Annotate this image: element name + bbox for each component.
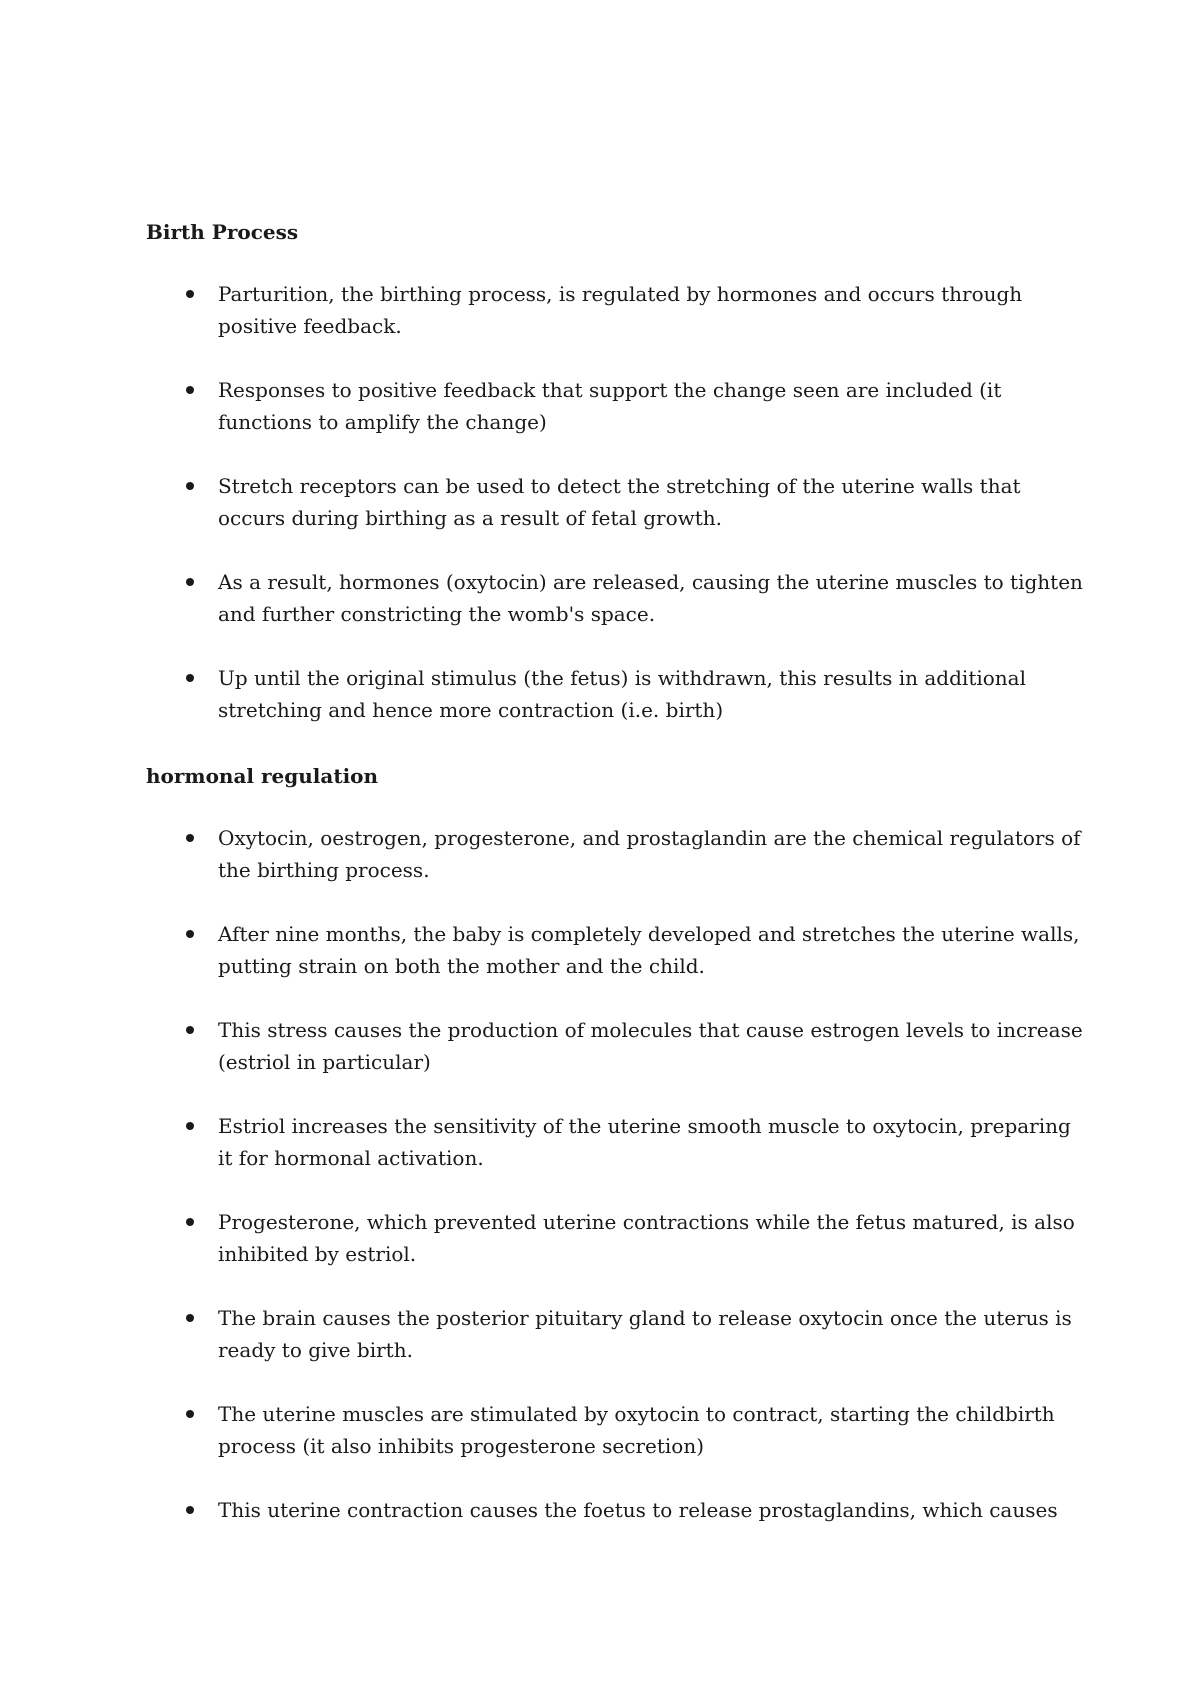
list-item: [146, 278, 1086, 342]
bullet-icon: [186, 482, 194, 490]
list-item: [146, 1302, 1086, 1366]
list-item: [146, 374, 1086, 438]
section-heading-hormonal-regulation: hormonal regulation: [146, 764, 379, 788]
bullet-icon: [186, 290, 194, 298]
bullet-icon: [186, 1218, 194, 1226]
bullet-icon: [186, 1410, 194, 1418]
list-item: [146, 822, 1086, 886]
list-item-text: Oxytocin, oestrogen, progesterone, and prostaglandin are the chemical regulators of the birthing process.: [218, 826, 1081, 882]
list-item: [146, 918, 1086, 982]
list-item: [146, 1494, 1086, 1526]
list-item-text: Responses to positive feedback that support the change seen are included (it functions to amplify the change): [218, 378, 1002, 434]
bullet-icon: [186, 578, 194, 586]
bullet-icon: [186, 386, 194, 394]
section-heading-birth-process: Birth Process: [146, 220, 299, 244]
list-item-text: The uterine muscles are stimulated by oxytocin to contract, starting the childbirth process (it also inhibits progesterone secretion): [218, 1402, 1055, 1458]
list-item: [146, 470, 1086, 534]
list-item: [146, 1206, 1086, 1270]
bullet-icon: [186, 1122, 194, 1130]
bullet-icon: [186, 930, 194, 938]
bullet-icon: [186, 674, 194, 682]
list-item: [146, 1110, 1086, 1174]
list-item-text: Parturition, the birthing process, is regulated by hormones and occurs through positive feedback.: [218, 282, 1023, 338]
list-item-text: After nine months, the baby is completely developed and stretches the uterine walls, putting strain on both the mother and the child.: [218, 922, 1080, 978]
list-item: [146, 566, 1086, 630]
birth-process-list: [146, 278, 1086, 758]
bullet-icon: [186, 1314, 194, 1322]
bullet-icon: [186, 1026, 194, 1034]
list-item-text: This stress causes the production of molecules that cause estrogen levels to increase (estriol in particular): [218, 1018, 1083, 1074]
list-item: [146, 1398, 1086, 1462]
bullet-icon: [186, 1506, 194, 1514]
hormonal-regulation-list: [146, 822, 1086, 1558]
list-item: [146, 662, 1086, 726]
list-item-text: As a result, hormones (oxytocin) are released, causing the uterine muscles to tighten and further constricting the womb's space.: [218, 570, 1083, 626]
list-item-text: Up until the original stimulus (the fetus) is withdrawn, this results in additional stretching and hence more contraction (i.e. birth): [218, 666, 1026, 722]
list-item-text: The brain causes the posterior pituitary gland to release oxytocin once the uterus is ready to give birth.: [218, 1306, 1072, 1362]
list-item-text: Progesterone, which prevented uterine contractions while the fetus matured, is also inhibited by estriol.: [218, 1210, 1075, 1266]
list-item-text: This uterine contraction causes the foetus to release prostaglandins, which causes: [218, 1498, 1058, 1522]
bullet-icon: [186, 834, 194, 842]
list-item-text: Stretch receptors can be used to detect the stretching of the uterine walls that occurs during birthing as a result of fetal growth.: [218, 474, 1021, 530]
list-item: [146, 1014, 1086, 1078]
list-item-text: Estriol increases the sensitivity of the uterine smooth muscle to oxytocin, preparing it for hormonal activation.: [218, 1114, 1071, 1170]
